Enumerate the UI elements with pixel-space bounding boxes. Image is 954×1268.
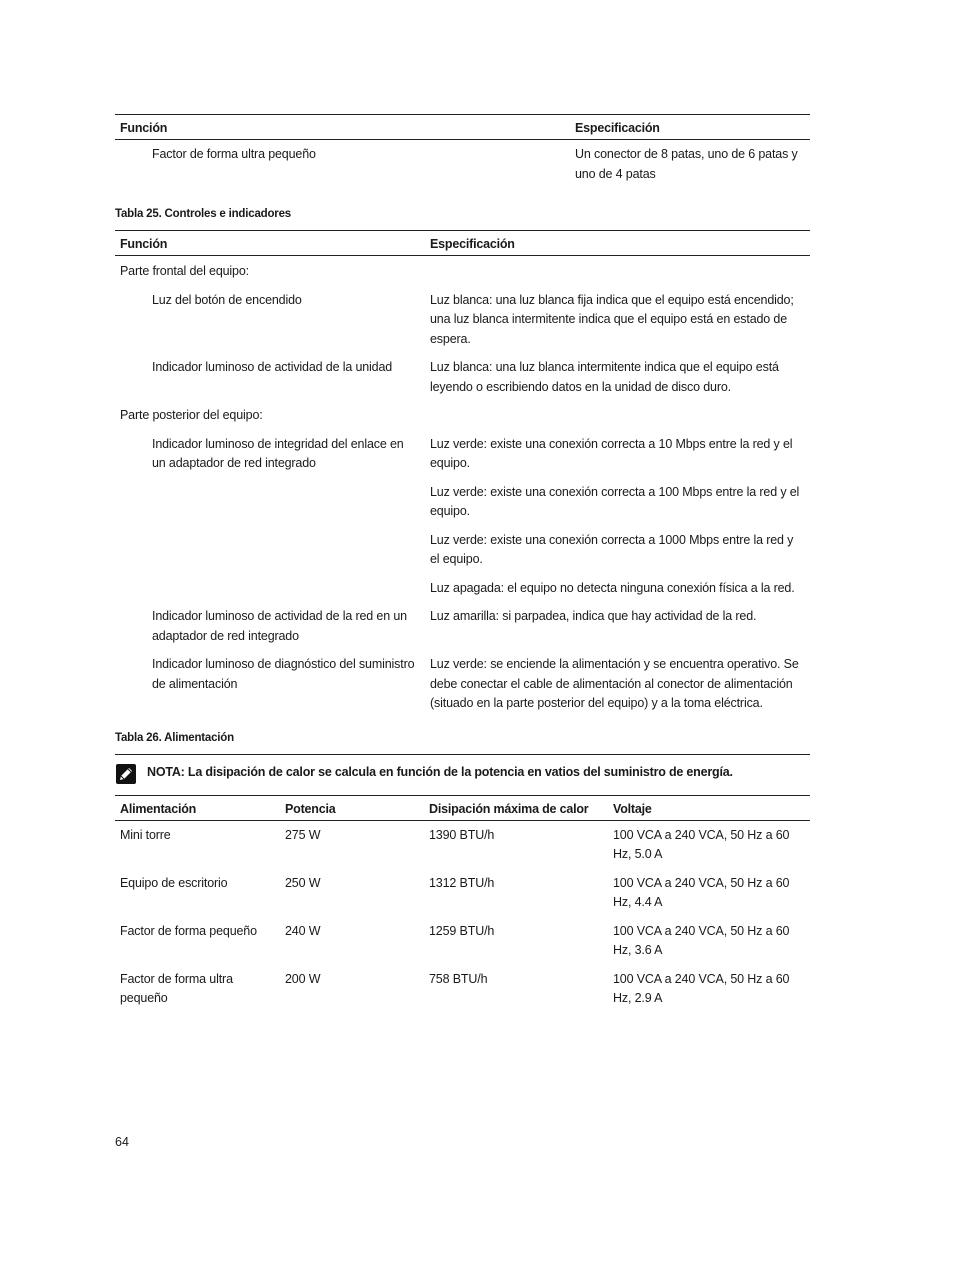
cell-funcion: Indicador luminoso de actividad de la red en un adaptador de red integrado [152, 609, 407, 643]
header-potencia: Potencia [280, 795, 424, 820]
cell-alimentacion: Mini torre [120, 827, 171, 842]
table-row [115, 650, 810, 718]
cell-especificacion: Luz apagada: el equipo no detecta ninguna conexión física a la red. [430, 580, 795, 595]
table-row [115, 353, 810, 401]
header-especificacion: Especificación [425, 231, 810, 256]
table-row [115, 820, 810, 869]
table-row [115, 430, 810, 478]
cell-funcion: Factor de forma ultra pequeño [152, 147, 316, 161]
cell-potencia: 275 W [285, 827, 321, 842]
cell-funcion: Indicador luminoso de diagnóstico del suministro de alimentación [152, 657, 415, 691]
cell-funcion: Indicador luminoso de integridad del enlace en un adaptador de red integrado [152, 436, 404, 470]
table-row [115, 869, 810, 917]
table-26 [115, 795, 810, 1013]
cell-disipacion: 1312 BTU/h [429, 875, 495, 890]
table-row [115, 140, 810, 189]
page-number: 64 [115, 1135, 129, 1149]
table-row [115, 965, 810, 1013]
table-25 [115, 230, 810, 718]
cell-especificacion: Luz amarilla: si parpadea, indica que hay actividad de la red. [430, 609, 757, 623]
cell-especificacion: Luz verde: existe una conexión correcta a 100 Mbps entre la red y el equipo. [430, 484, 800, 518]
cell-especificacion: Luz blanca: una luz blanca intermitente indica que el equipo está leyendo o escribiendo datos en la unidad de disco duro. [430, 360, 779, 394]
cell-voltaje: 100 VCA a 240 VCA, 50 Hz a 60 Hz, 3.6 A [613, 923, 790, 957]
cell-alimentacion: Factor de forma ultra pequeño [120, 971, 233, 1005]
header-voltaje: Voltaje [608, 795, 810, 820]
header-especificacion: Especificación [570, 115, 810, 140]
cell-voltaje: 100 VCA a 240 VCA, 50 Hz a 60 Hz, 5.0 A [613, 827, 790, 861]
note-box [115, 754, 810, 795]
header-disipacion: Disipación máxima de calor [424, 795, 608, 820]
table-prev [115, 114, 810, 188]
cell-especificacion: Luz verde: existe una conexión correcta a 1000 Mbps entre la red y el equipo. [430, 532, 794, 566]
header-funcion: Función [115, 231, 425, 256]
document-page [115, 114, 810, 1013]
cell-potencia: 200 W [285, 971, 321, 986]
note-text: NOTA: La disipación de calor se calcula en función de la potencia en vatios del suministro de energía. [147, 764, 733, 779]
cell-disipacion: 1390 BTU/h [429, 827, 495, 842]
cell-alimentacion: Factor de forma pequeño [120, 923, 257, 938]
table-25-caption: Tabla 25. Controles e indicadores [115, 208, 291, 220]
cell-potencia: 250 W [285, 875, 321, 890]
table-26-caption: Tabla 26. Alimentación [115, 731, 234, 744]
section-rear: Parte posterior del equipo: [120, 408, 263, 422]
header-alimentacion: Alimentación [115, 795, 280, 820]
section-row [115, 401, 810, 430]
section-front: Parte frontal del equipo: [120, 264, 249, 278]
cell-alimentacion: Equipo de escritorio [120, 875, 228, 890]
cell-especificacion: Luz blanca: una luz blanca fija indica que el equipo está encendido; una luz blanca intermitente indica que el equipo está en estado de espera. [430, 292, 794, 346]
cell-voltaje: 100 VCA a 240 VCA, 50 Hz a 60 Hz, 2.9 A [613, 971, 790, 1005]
cell-funcion: Indicador luminoso de actividad de la unidad [152, 360, 393, 374]
cell-potencia: 240 W [285, 923, 321, 938]
cell-voltaje: 100 VCA a 240 VCA, 50 Hz a 60 Hz, 4.4 A [613, 875, 790, 909]
section-row [115, 256, 810, 286]
table-row [115, 917, 810, 965]
cell-especificacion: Un conector de 8 patas, uno de 6 patas y uno de 4 patas [575, 147, 798, 181]
cell-funcion: Luz del botón de encendido [152, 292, 302, 307]
header-funcion: Función [115, 115, 570, 140]
cell-especificacion: Luz verde: existe una conexión correcta a 10 Mbps entre la red y el equipo. [430, 436, 793, 470]
cell-disipacion: 758 BTU/h [429, 971, 488, 986]
note-pencil-icon [115, 763, 137, 785]
table-row [115, 286, 810, 354]
table-row [115, 602, 810, 650]
cell-disipacion: 1259 BTU/h [429, 923, 495, 938]
cell-especificacion: Luz verde: se enciende la alimentación y se encuentra operativo. Se debe conectar el cable de alimentación al conector de alimentación (situado en la parte posterior del equipo) y a la toma eléctrica. [430, 657, 799, 710]
